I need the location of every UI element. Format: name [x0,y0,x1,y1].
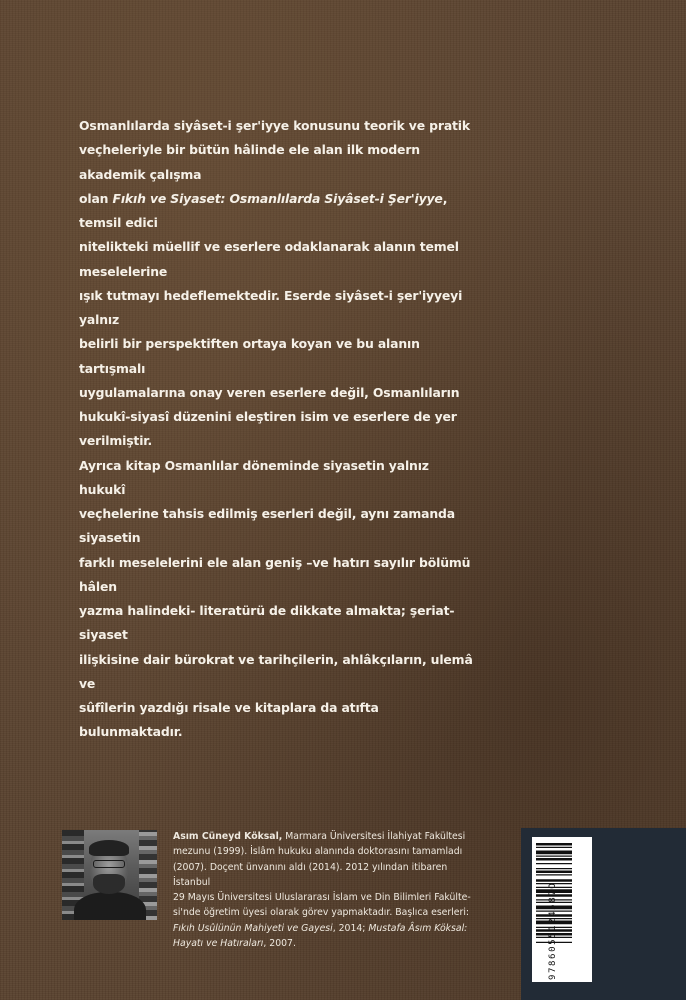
bio-line [173,936,478,951]
author-name: Asım Cüneyd Köksal, [173,831,283,842]
work-title: Mustafa Âsım Köksal: [368,922,468,934]
bio-fragment: Marmara Üniversitesi İlahiyat Fakültesi [282,831,466,842]
blurb-line: sûfîlerin yazdığı risale ve kitaplara da atıfta bulunmaktadır. [79,700,379,740]
work-title: Fıkıh Usûlünün Mahiyeti ve Gayesi [173,922,333,934]
blurb-line: belirli bir perspektiften ortaya koyan ve bu alanın tartışmalı [79,336,420,376]
blurb-line: uygulamalarına onay veren eserlere değil, Osmanlıların [79,384,460,400]
author-beard [93,874,125,894]
author-hair [89,840,129,856]
blurb-fragment: , temsil edici [79,190,448,230]
author-bio [173,829,478,951]
blurb-line: Ayrıca kitap Osmanlılar döneminde siyasetin yalnız hukukî [79,457,429,497]
blurb-line: nitelikteki müellif ve eserlere odaklanarak alanın temel meselelerine [79,239,459,279]
book-title: Fıkıh ve Siyaset: Osmanlılarda Siyâset-i Şer'iyye [112,190,443,206]
blurb-line: farklı meselelerini ele alan geniş –ve hatırı sayılır bölümü hâlen [79,554,471,594]
blurb-line: veçheleriyle bir bütün hâlinde ele alan ilk modern akademik çalışma [79,142,420,182]
bio-line [173,921,478,936]
author-photo [62,830,157,920]
author-shoulders [74,892,146,920]
isbn-number: 9786055124587O [548,881,558,980]
barcode [532,837,592,982]
bio-fragment: , 2014; [332,922,369,934]
bio-fragment: , 2007. [263,938,296,950]
author-glasses [93,860,125,868]
blurb-text [79,114,479,745]
bio-line: mezunu (1999). İslâm hukuku alanında doktorasını tamamladı [173,846,463,858]
bio-line: 29 Mayıs Üniversitesi Uluslararası İslam ve Din Bilimleri Fakülte- [173,892,471,904]
bio-line [173,829,478,844]
blurb-line: Osmanlılarda siyâset-i şer'iyye konusunu teorik ve pratik [79,118,470,133]
blurb-line: veçhelerine tahsis edilmiş eserleri değil, aynı zamanda siyasetin [79,506,455,546]
bio-line: si'nde öğretim üyesi olarak görev yapmaktadır. Başlıca eserleri: [173,907,470,919]
blurb-line: yazma halindeki- literatürü de dikkate almakta; şeriat-siyaset [79,603,455,643]
work-title: Hayatı ve Hatıraları [173,938,264,950]
blurb-line: hukukî-siyasî düzenini eleştiren isim ve eserlere de yer verilmiştir. [79,409,457,449]
blurb-fragment: olan [79,190,113,206]
blurb-line: ışık tutmayı hedeflemektedir. Eserde siyâset-i şer'iyyeyi yalnız [79,287,463,327]
blurb-line: ilişkisine dair bürokrat ve tarihçilerin, ahlâkçıların, ulemâ ve [79,651,473,691]
blurb-line [79,187,479,236]
bio-line: (2007). Doçent ünvanını aldı (2014). 2012 yılından itibaren İstanbul [173,861,448,888]
